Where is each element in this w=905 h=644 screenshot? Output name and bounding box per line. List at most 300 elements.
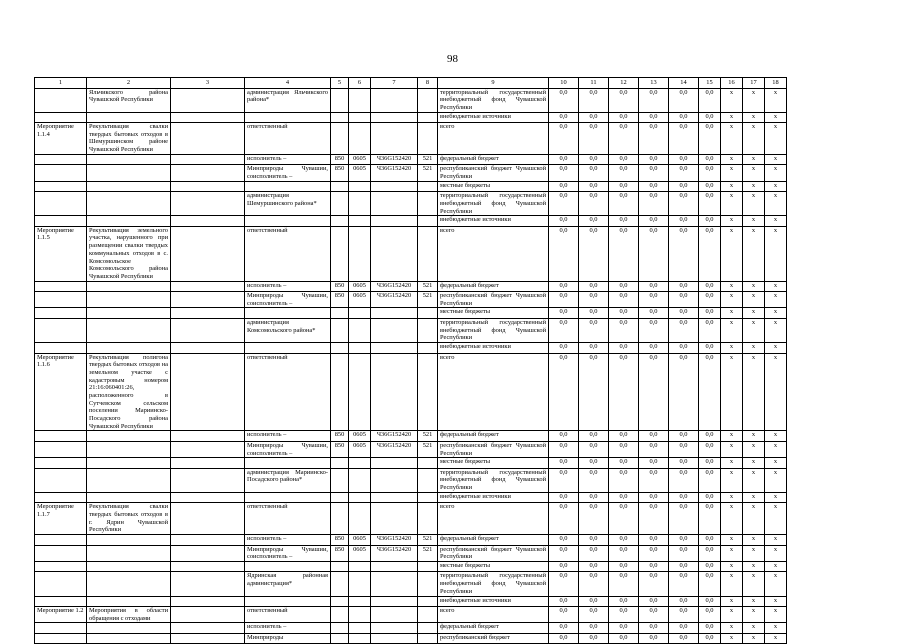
- table-cell-col-2: [87, 441, 171, 457]
- table-cell-col-14: 0,0: [669, 503, 699, 535]
- table-row: [35, 545, 787, 561]
- table-cell-col-14: 0,0: [669, 292, 699, 308]
- table-cell-col-18: x: [765, 154, 787, 165]
- table-cell-col-9: республиканский бюджет Чувашской Республики: [438, 292, 549, 308]
- table-row: [35, 535, 787, 546]
- table-row: [35, 343, 787, 354]
- table-cell-col-9: всего: [438, 353, 549, 431]
- table-cell-col-3: [171, 112, 245, 123]
- table-cell-col-10: 0,0: [549, 154, 579, 165]
- table-cell-col-15: 0,0: [699, 123, 721, 155]
- table-row: [35, 633, 787, 644]
- table-cell-col-4: [245, 112, 331, 123]
- table-cell-col-17: x: [743, 308, 765, 319]
- table-cell-col-1: Мероприятие 1.1.7: [35, 503, 87, 535]
- table-cell-col-13: 0,0: [639, 281, 669, 292]
- table-cell-col-18: x: [765, 441, 787, 457]
- table-cell-col-13: 0,0: [639, 154, 669, 165]
- table-cell-col-4: [245, 308, 331, 319]
- table-row: [35, 431, 787, 442]
- table-cell-col-15: 0,0: [699, 441, 721, 457]
- table-cell-col-8: [418, 572, 438, 596]
- table-cell-col-12: 0,0: [609, 292, 639, 308]
- table-row: [35, 292, 787, 308]
- header-col-8: 8: [418, 78, 438, 89]
- table-cell-col-7: Ч36G152420: [371, 535, 418, 546]
- table-cell-col-16: x: [721, 353, 743, 431]
- table-cell-col-9: внебюджетные источники: [438, 492, 549, 503]
- table-cell-col-14: 0,0: [669, 623, 699, 634]
- table-cell-col-1: [35, 458, 87, 469]
- table-cell-col-8: [418, 308, 438, 319]
- table-cell-col-15: 0,0: [699, 343, 721, 354]
- table-cell-col-12: 0,0: [609, 503, 639, 535]
- table-cell-col-13: 0,0: [639, 503, 669, 535]
- table-cell-col-9: внебюджетные источники: [438, 216, 549, 227]
- table-cell-col-10: 0,0: [549, 318, 579, 342]
- table-cell-col-17: x: [743, 431, 765, 442]
- table-cell-col-2: [87, 545, 171, 561]
- table-cell-col-8: [418, 503, 438, 535]
- table-cell-col-6: [349, 596, 371, 607]
- table-cell-col-4: ответственный: [245, 353, 331, 431]
- table-cell-col-12: 0,0: [609, 192, 639, 216]
- table-cell-col-17: x: [743, 633, 765, 644]
- table-cell-col-7: [371, 318, 418, 342]
- table-cell-col-5: [331, 607, 349, 623]
- table-cell-col-14: 0,0: [669, 468, 699, 492]
- table-cell-col-2: Мероприятия в области обращения с отходами: [87, 607, 171, 623]
- table-cell-col-17: x: [743, 123, 765, 155]
- table-cell-col-1: [35, 561, 87, 572]
- table-cell-col-4: Ядринская районная администрация*: [245, 572, 331, 596]
- table-cell-col-2: Рекультивация свалки твердых бытовых отходов в г. Ядрин Чувашской Республики: [87, 503, 171, 535]
- table-cell-col-10: 0,0: [549, 596, 579, 607]
- header-col-9: 9: [438, 78, 549, 89]
- table-cell-col-16: x: [721, 281, 743, 292]
- table-cell-col-3: [171, 292, 245, 308]
- table-cell-col-15: 0,0: [699, 181, 721, 192]
- table-row: [35, 441, 787, 457]
- table-cell-col-9: территориальный государственный внебюджетный фонд Чувашской Республики: [438, 572, 549, 596]
- table-cell-col-11: 0,0: [579, 123, 609, 155]
- table-cell-col-15: 0,0: [699, 318, 721, 342]
- table-cell-col-8: 521: [418, 545, 438, 561]
- table-row: [35, 458, 787, 469]
- table-cell-col-2: [87, 572, 171, 596]
- table-cell-col-9: местные бюджеты: [438, 308, 549, 319]
- header-col-7: 7: [371, 78, 418, 89]
- table-cell-col-4: администрация Комсомольского района*: [245, 318, 331, 342]
- table-cell-col-7: [371, 308, 418, 319]
- table-cell-col-10: 0,0: [549, 281, 579, 292]
- table-cell-col-11: 0,0: [579, 343, 609, 354]
- table-cell-col-18: x: [765, 607, 787, 623]
- table-cell-col-16: x: [721, 216, 743, 227]
- table-cell-col-11: 0,0: [579, 308, 609, 319]
- table-row: [35, 468, 787, 492]
- table-cell-col-14: 0,0: [669, 431, 699, 442]
- table-cell-col-2: [87, 468, 171, 492]
- table-cell-col-3: [171, 458, 245, 469]
- table-cell-col-14: 0,0: [669, 165, 699, 181]
- table-cell-col-5: [331, 308, 349, 319]
- table-cell-col-3: [171, 192, 245, 216]
- table-cell-col-1: [35, 216, 87, 227]
- table-cell-col-9: всего: [438, 607, 549, 623]
- table-cell-col-5: [331, 123, 349, 155]
- table-cell-col-17: x: [743, 596, 765, 607]
- table-cell-col-1: Мероприятие 1.1.4: [35, 123, 87, 155]
- table-cell-col-2: [87, 596, 171, 607]
- table-cell-col-1: [35, 292, 87, 308]
- table-cell-col-3: [171, 216, 245, 227]
- header-col-17: 17: [743, 78, 765, 89]
- table-cell-col-13: 0,0: [639, 623, 669, 634]
- table-cell-col-12: 0,0: [609, 431, 639, 442]
- table-cell-col-17: x: [743, 353, 765, 431]
- table-cell-col-16: x: [721, 503, 743, 535]
- table-cell-col-2: Рекультивация земельного участка, нарушенного при размещении свалки твердых коммунальных отходов в с. Комсомольское Комсомольского района Чувашской Республики: [87, 226, 171, 281]
- table-cell-col-13: 0,0: [639, 535, 669, 546]
- table-cell-col-8: [418, 623, 438, 634]
- table-cell-col-15: 0,0: [699, 535, 721, 546]
- table-row: [35, 154, 787, 165]
- table-cell-col-1: [35, 88, 87, 112]
- table-cell-col-4: исполнитель –: [245, 281, 331, 292]
- table-cell-col-11: 0,0: [579, 468, 609, 492]
- table-cell-col-9: территориальный государственный внебюджетный фонд Чувашской Республики: [438, 468, 549, 492]
- table-cell-col-8: 521: [418, 431, 438, 442]
- table-cell-col-18: x: [765, 492, 787, 503]
- table-cell-col-7: Ч36G152420: [371, 441, 418, 457]
- table-cell-col-8: [418, 458, 438, 469]
- table-cell-col-12: 0,0: [609, 308, 639, 319]
- table-cell-col-4: [245, 561, 331, 572]
- table-row: [35, 216, 787, 227]
- table-cell-col-8: [418, 633, 438, 644]
- header-col-15: 15: [699, 78, 721, 89]
- table-cell-col-12: 0,0: [609, 343, 639, 354]
- table-cell-col-6: [349, 112, 371, 123]
- table-cell-col-3: [171, 308, 245, 319]
- table-cell-col-3: [171, 572, 245, 596]
- table-cell-col-13: 0,0: [639, 308, 669, 319]
- table-cell-col-6: [349, 216, 371, 227]
- table-cell-col-7: [371, 181, 418, 192]
- table-cell-col-17: x: [743, 343, 765, 354]
- table-cell-col-16: x: [721, 112, 743, 123]
- table-cell-col-4: [245, 216, 331, 227]
- table-cell-col-11: 0,0: [579, 441, 609, 457]
- table-cell-col-16: x: [721, 561, 743, 572]
- table-cell-col-12: 0,0: [609, 545, 639, 561]
- table-cell-col-7: Ч36G152420: [371, 431, 418, 442]
- table-cell-col-9: федеральный бюджет: [438, 154, 549, 165]
- table-cell-col-13: 0,0: [639, 561, 669, 572]
- table-cell-col-8: 521: [418, 441, 438, 457]
- table-cell-col-8: [418, 88, 438, 112]
- table-cell-col-9: территориальный государственный внебюджетный фонд Чувашской Республики: [438, 318, 549, 342]
- table-cell-col-10: 0,0: [549, 607, 579, 623]
- table-cell-col-16: x: [721, 292, 743, 308]
- table-cell-col-16: x: [721, 181, 743, 192]
- table-cell-col-18: x: [765, 572, 787, 596]
- table-cell-col-10: 0,0: [549, 633, 579, 644]
- table-cell-col-11: 0,0: [579, 623, 609, 634]
- table-cell-col-5: 850: [331, 441, 349, 457]
- table-cell-col-5: [331, 561, 349, 572]
- table-header: [35, 78, 787, 89]
- table-cell-col-7: [371, 596, 418, 607]
- table-cell-col-16: x: [721, 192, 743, 216]
- table-cell-col-13: 0,0: [639, 165, 669, 181]
- table-cell-col-14: 0,0: [669, 226, 699, 281]
- table-cell-col-6: [349, 318, 371, 342]
- table-cell-col-3: [171, 165, 245, 181]
- table-cell-col-12: 0,0: [609, 154, 639, 165]
- table-cell-col-7: [371, 192, 418, 216]
- table-cell-col-16: x: [721, 572, 743, 596]
- table-cell-col-5: [331, 458, 349, 469]
- header-col-6: 6: [349, 78, 371, 89]
- table-cell-col-6: [349, 192, 371, 216]
- table-cell-col-18: x: [765, 226, 787, 281]
- table-cell-col-10: 0,0: [549, 181, 579, 192]
- table-cell-col-17: x: [743, 503, 765, 535]
- table-row: [35, 503, 787, 535]
- header-col-3: 3: [171, 78, 245, 89]
- header-col-18: 18: [765, 78, 787, 89]
- table-cell-col-7: [371, 633, 418, 644]
- table-cell-col-1: [35, 492, 87, 503]
- table-cell-col-1: [35, 633, 87, 644]
- table-cell-col-17: x: [743, 545, 765, 561]
- table-row: [35, 123, 787, 155]
- table-cell-col-12: 0,0: [609, 112, 639, 123]
- table-cell-col-18: x: [765, 165, 787, 181]
- table-cell-col-11: 0,0: [579, 633, 609, 644]
- table-row: [35, 607, 787, 623]
- table-cell-col-15: 0,0: [699, 165, 721, 181]
- table-cell-col-14: 0,0: [669, 181, 699, 192]
- table-cell-col-2: [87, 633, 171, 644]
- table-cell-col-2: [87, 154, 171, 165]
- table-cell-col-15: 0,0: [699, 154, 721, 165]
- table-cell-col-14: 0,0: [669, 458, 699, 469]
- table-cell-col-2: [87, 458, 171, 469]
- table-cell-col-10: 0,0: [549, 308, 579, 319]
- table-cell-col-10: 0,0: [549, 353, 579, 431]
- table-cell-col-5: 850: [331, 545, 349, 561]
- table-cell-col-5: [331, 468, 349, 492]
- table-cell-col-8: 521: [418, 292, 438, 308]
- table-cell-col-14: 0,0: [669, 216, 699, 227]
- table-cell-col-8: [418, 123, 438, 155]
- table-cell-col-15: 0,0: [699, 281, 721, 292]
- table-cell-col-11: 0,0: [579, 431, 609, 442]
- table-cell-col-6: [349, 623, 371, 634]
- table-cell-col-15: 0,0: [699, 192, 721, 216]
- table-cell-col-1: [35, 112, 87, 123]
- table-cell-col-7: [371, 561, 418, 572]
- table-row: [35, 181, 787, 192]
- table-cell-col-18: x: [765, 561, 787, 572]
- table-cell-col-14: 0,0: [669, 154, 699, 165]
- table-cell-col-18: x: [765, 308, 787, 319]
- table-cell-col-3: [171, 154, 245, 165]
- table-cell-col-7: [371, 607, 418, 623]
- table-cell-col-17: x: [743, 623, 765, 634]
- table-cell-col-1: [35, 154, 87, 165]
- table-cell-col-6: [349, 308, 371, 319]
- table-cell-col-10: 0,0: [549, 216, 579, 227]
- table-cell-col-6: [349, 561, 371, 572]
- table-cell-col-8: [418, 492, 438, 503]
- table-cell-col-2: [87, 561, 171, 572]
- table-cell-col-13: 0,0: [639, 441, 669, 457]
- table-cell-col-11: 0,0: [579, 318, 609, 342]
- table-cell-col-15: 0,0: [699, 503, 721, 535]
- table-cell-col-5: [331, 353, 349, 431]
- table-cell-col-12: 0,0: [609, 633, 639, 644]
- table-cell-col-16: x: [721, 623, 743, 634]
- table-cell-col-11: 0,0: [579, 112, 609, 123]
- table-cell-col-5: [331, 112, 349, 123]
- table-cell-col-5: 850: [331, 154, 349, 165]
- table-cell-col-2: Рекультивация свалки твердых бытовых отходов в Шемуршинском районе Чувашской Республики: [87, 123, 171, 155]
- table-cell-col-5: [331, 192, 349, 216]
- table-cell-col-4: исполнитель –: [245, 623, 331, 634]
- header-col-4: 4: [245, 78, 331, 89]
- table-cell-col-3: [171, 431, 245, 442]
- table-cell-col-12: 0,0: [609, 216, 639, 227]
- table-cell-col-3: [171, 596, 245, 607]
- table-cell-col-9: всего: [438, 503, 549, 535]
- table-cell-col-18: x: [765, 503, 787, 535]
- table-cell-col-15: 0,0: [699, 88, 721, 112]
- table-row: [35, 561, 787, 572]
- table-cell-col-16: x: [721, 458, 743, 469]
- table-cell-col-11: 0,0: [579, 216, 609, 227]
- table-cell-col-4: [245, 458, 331, 469]
- table-cell-col-7: [371, 88, 418, 112]
- table-cell-col-6: [349, 226, 371, 281]
- table-cell-col-15: 0,0: [699, 468, 721, 492]
- table-cell-col-6: [349, 633, 371, 644]
- table-row: [35, 318, 787, 342]
- table-cell-col-16: x: [721, 165, 743, 181]
- table-cell-col-16: x: [721, 123, 743, 155]
- table-cell-col-7: [371, 343, 418, 354]
- table-cell-col-2: [87, 292, 171, 308]
- table-cell-col-5: [331, 226, 349, 281]
- table-cell-col-3: [171, 281, 245, 292]
- table-cell-col-13: 0,0: [639, 458, 669, 469]
- table-cell-col-13: 0,0: [639, 192, 669, 216]
- table-cell-col-12: 0,0: [609, 441, 639, 457]
- table-cell-col-8: [418, 318, 438, 342]
- table-cell-col-11: 0,0: [579, 281, 609, 292]
- table-cell-col-3: [171, 607, 245, 623]
- table-cell-col-18: x: [765, 623, 787, 634]
- table-cell-col-16: x: [721, 431, 743, 442]
- table-cell-col-15: 0,0: [699, 216, 721, 227]
- table-cell-col-11: 0,0: [579, 154, 609, 165]
- table-cell-col-12: 0,0: [609, 607, 639, 623]
- table-cell-col-17: x: [743, 292, 765, 308]
- budget-table: [34, 77, 787, 644]
- table-cell-col-6: 0605: [349, 165, 371, 181]
- table-cell-col-4: администрация Шемуршинского района*: [245, 192, 331, 216]
- table-cell-col-7: [371, 226, 418, 281]
- table-cell-col-1: [35, 165, 87, 181]
- table-cell-col-1: [35, 192, 87, 216]
- table-cell-col-3: [171, 535, 245, 546]
- table-cell-col-15: 0,0: [699, 458, 721, 469]
- table-cell-col-1: [35, 623, 87, 634]
- table-cell-col-17: x: [743, 572, 765, 596]
- table-cell-col-13: 0,0: [639, 607, 669, 623]
- table-cell-col-16: x: [721, 318, 743, 342]
- table-row: [35, 623, 787, 634]
- table-cell-col-8: [418, 353, 438, 431]
- table-cell-col-12: 0,0: [609, 623, 639, 634]
- table-cell-col-12: 0,0: [609, 281, 639, 292]
- table-cell-col-17: x: [743, 226, 765, 281]
- header-col-11: 11: [579, 78, 609, 89]
- table-cell-col-15: 0,0: [699, 112, 721, 123]
- table-cell-col-18: x: [765, 112, 787, 123]
- table-cell-col-6: [349, 572, 371, 596]
- table-cell-col-1: Мероприятие 1.1.6: [35, 353, 87, 431]
- table-cell-col-11: 0,0: [579, 535, 609, 546]
- table-cell-col-2: [87, 308, 171, 319]
- table-cell-col-10: 0,0: [549, 112, 579, 123]
- table-cell-col-12: 0,0: [609, 561, 639, 572]
- table-cell-col-4: исполнитель –: [245, 154, 331, 165]
- table-cell-col-6: [349, 343, 371, 354]
- table-cell-col-17: x: [743, 561, 765, 572]
- table-cell-col-18: x: [765, 123, 787, 155]
- table-cell-col-10: 0,0: [549, 292, 579, 308]
- table-cell-col-12: 0,0: [609, 226, 639, 281]
- table-cell-col-3: [171, 545, 245, 561]
- table-cell-col-5: 850: [331, 281, 349, 292]
- table-cell-col-12: 0,0: [609, 318, 639, 342]
- table-cell-col-6: [349, 492, 371, 503]
- table-row: [35, 226, 787, 281]
- table-cell-col-3: [171, 88, 245, 112]
- table-cell-col-18: x: [765, 468, 787, 492]
- table-cell-col-11: 0,0: [579, 572, 609, 596]
- table-cell-col-3: [171, 492, 245, 503]
- table-cell-col-10: 0,0: [549, 458, 579, 469]
- header-col-12: 12: [609, 78, 639, 89]
- table-body: [35, 88, 787, 644]
- table-cell-col-18: x: [765, 353, 787, 431]
- table-cell-col-16: x: [721, 343, 743, 354]
- table-cell-col-6: 0605: [349, 281, 371, 292]
- table-cell-col-14: 0,0: [669, 607, 699, 623]
- table-cell-col-13: 0,0: [639, 353, 669, 431]
- table-cell-col-3: [171, 226, 245, 281]
- table-cell-col-10: 0,0: [549, 441, 579, 457]
- table-row: [35, 112, 787, 123]
- table-cell-col-4: ответственный: [245, 123, 331, 155]
- table-cell-col-16: x: [721, 308, 743, 319]
- table-cell-col-2: [87, 535, 171, 546]
